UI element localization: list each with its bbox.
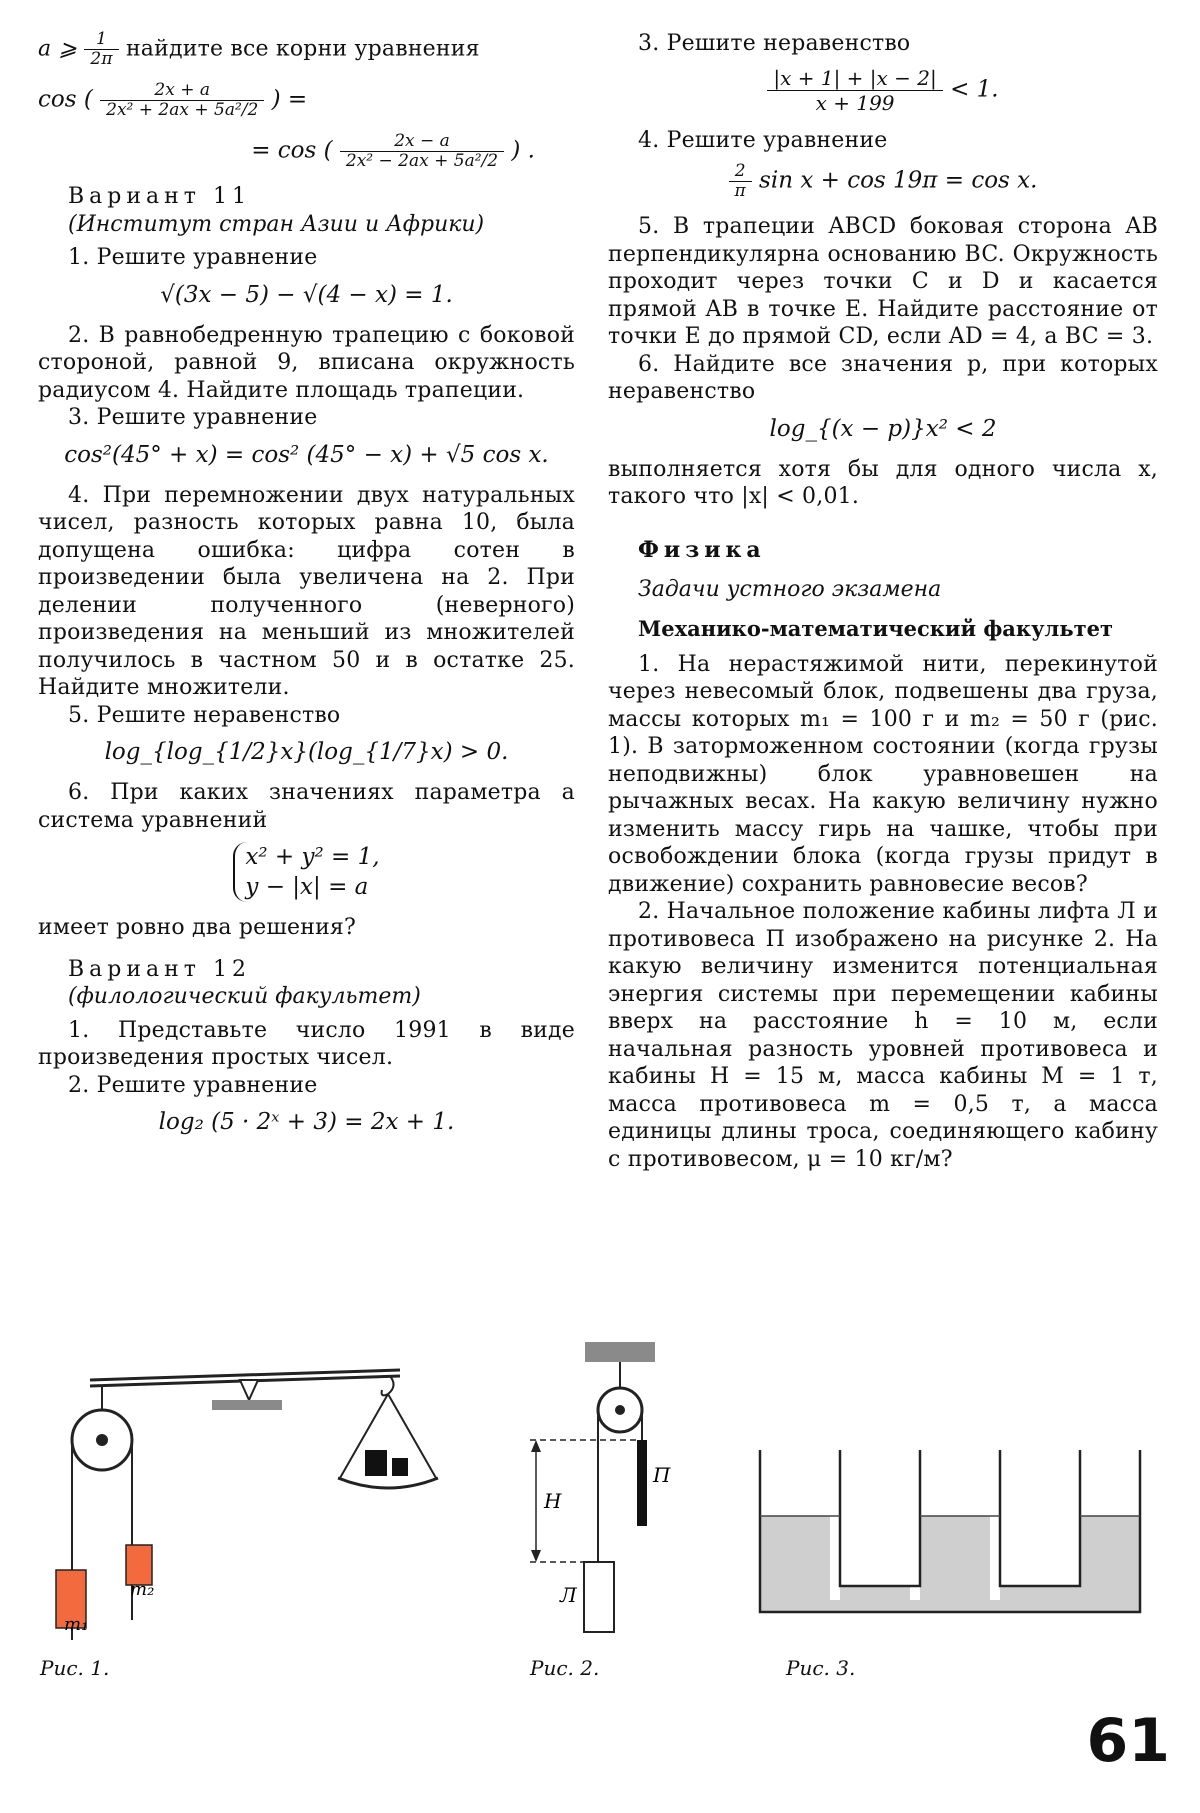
elevator-cabin-L [584,1562,614,1632]
cont-text: найдите все корни уравнения [125,36,480,62]
figure-2-elevator [520,1340,690,1640]
water-fill [760,1516,1140,1612]
page-number: 61 [1086,1706,1170,1776]
eq2-den: 2x² − 2ax + 5a²/2 [345,151,499,171]
r-f4-num: 2 [729,162,752,182]
H-arrow-bottom [531,1550,541,1562]
eq2-fraction [340,132,504,171]
v12-formula-2: log₂ (5 · 2ˣ + 3) = 2x + 1. [158,1109,455,1135]
r-problem-3: 3. Решите неравенство [638,31,911,56]
cont-equation-1 [38,81,575,120]
r-problem-4: 4. Решите уравнение [638,127,888,153]
fig2-caption: Рис. 2. [530,1656,600,1680]
pan-weight-large [365,1450,387,1476]
r-problem-6: 6. Найдите все значения p, при которых неравенство [608,351,1158,404]
r-problem-5: 5. В трапеции ABCD боковая сторона AB перпендикулярна основанию BC. Окружность проходит через точки C и D и касается прямой AB в точке E. Найдите расстояние от точки E до прямой CD, если AD = 4, а BC = 3. [608,214,1158,349]
label-H: H [544,1489,562,1513]
eq1-den: 2x² + 2ax + 5a²/2 [106,100,259,120]
vessel-divider-2-gap [1000,1450,1080,1586]
physics-problem-2: 2. Начальное положение кабины лифта Л и противовеса П изображено на рисунке 2. На какую величину изменится потенциальная энергия системы при перемещении кабины вверх на расстояние h = 10 м, если начальная разность уровней противовеса и кабины H = 15 м, масса кабины M = 1 т, масса противовеса m = 0,5 т, а масса единицы длины троса, соединяющего кабину с противовесом, μ = 10 кг/м? [608,899,1158,1172]
right-column [608,30,1158,1173]
oral-exam-subheading: Задачи устного экзамена [638,576,942,602]
figure-3-vessels [750,1450,1170,1630]
faculty-heading: Механико-математический факультет [638,615,1113,641]
eq1-prefix: cos ( [38,86,93,113]
frac-num: 1 [84,30,118,50]
pan-hook [382,1376,394,1395]
label-m2: m₂ [130,1579,155,1600]
elevator-pulley-axle [615,1405,625,1415]
v11-formula-1: √(3x − 5) − √(4 − x) = 1. [160,281,453,308]
eq1-num: 2x + a [100,81,264,101]
physics-heading: Физика [638,536,766,563]
variant-11-title: Вариант 11 [68,184,251,209]
equation-system-brace [233,842,379,902]
r-formula-4 [608,162,1158,201]
v12-problem-2: 2. Решите уравнение [68,1072,318,1098]
eq1-fraction [100,81,264,120]
fig1-caption: Рис. 1. [40,1656,110,1680]
ceiling-mount [585,1342,655,1362]
counterweight-P [637,1440,647,1526]
label-P: П [653,1463,671,1487]
balance-pan [338,1478,438,1488]
variant-12-subtitle: (филологический факультет) [68,984,421,1009]
v11-problem-6-end: имеет ровно два решения? [38,915,357,940]
r-formula-3 [608,66,1158,115]
r-formula-6: log_{(x − p)}x² < 2 [769,415,997,442]
figure-1-balance [30,1340,470,1640]
vessel-divider-1-gap [840,1450,920,1586]
continuation-line [38,30,575,69]
physics-problem-1: 1. На нерастяжимой нити, перекинутой через невесомый блок, подвешены два груза, массы которых m₁ = 100 г и m₂ = 50 г (рис. 1). В заторможенном состоянии (когда грузы неподвижны) блок уравновешен на рычажных весах. На какую величину нужно изменить массу гирь на чашке, чтобы при освобождении блока (когда грузы придут в движение) сохранить равновесие весов? [608,651,1158,897]
frac-den: 2π [90,49,113,69]
r-f4-end: sin x + cos 19π = cos x. [759,167,1038,194]
v11-formula-5: log_{log_{1/2}x}(log_{1/7}x) > 0. [104,739,509,765]
v11-problem-4: 4. При перемножении двух натуральных чисел, разность которых равна 10, была допущена ошибка: цифра сотен в произведении была увеличена на 2. При делении полученного (неверного) произведения на меньший из множителей получилось в частном 50 и в остатке 25. Найдите множители. [38,482,575,700]
v11-problem-5: 5. Решите неравенство [68,702,341,728]
v11-problem-3: 3. Решите уравнение [68,405,318,430]
H-arrow-top [531,1440,541,1452]
v11-formula-6 [38,842,575,902]
pulley-axle [96,1434,108,1446]
system-eq-1: x² + y² = 1, [245,844,380,870]
variant-11-subtitle: (Институт стран Азии и Африки) [68,211,485,237]
fulcrum-base [212,1400,282,1410]
eq2-prefix: = cos ( [251,137,333,164]
v11-problem-1: 1. Решите уравнение [68,245,318,270]
cont-line-prefix: a ⩾ [38,36,85,62]
label-L: Л [560,1583,577,1607]
fraction-one-over-two-pi [84,30,118,69]
eq2-end: ) . [511,137,535,164]
balance-fulcrum [240,1380,258,1400]
r-f3-end: < 1. [950,76,999,102]
v11-problem-2: 2. В равнобедренную трапецию с боковой стороной, равной 9, вписана окружность радиусом 4. Найдите площадь трапеции. [38,322,575,403]
eq2-num: 2x − a [340,132,504,152]
v11-formula-3: cos²(45° + x) = cos² (45° − x) + √5 cos x. [64,441,549,468]
system-eq-2: y − |x| = a [245,874,369,900]
v11-problem-6: 6. При каких значениях параметра a система уравнений [38,780,575,833]
variant-12-title: Вариант 12 [68,956,251,982]
r-formula-3-fraction [767,66,942,115]
pan-weight-small [392,1458,408,1476]
r-f3-den: x + 199 [815,90,895,115]
v12-problem-1: 1. Представьте число 1991 в виде произведения простых чисел. [38,1017,575,1070]
label-m1: m₁ [64,1614,89,1635]
cont-equation-2 [38,132,535,171]
fig3-caption: Рис. 3. [786,1656,856,1680]
left-column [38,30,575,1149]
r-f4-den: π [734,181,746,201]
eq1-end: ) = [271,86,308,113]
r-formula-4-fraction [729,162,752,201]
r-problem-6-end: выполняется хотя бы для одного числа x, такого что |x| < 0,01. [608,456,1158,509]
r-f3-num: |x + 1| + |x − 2| [767,66,942,91]
